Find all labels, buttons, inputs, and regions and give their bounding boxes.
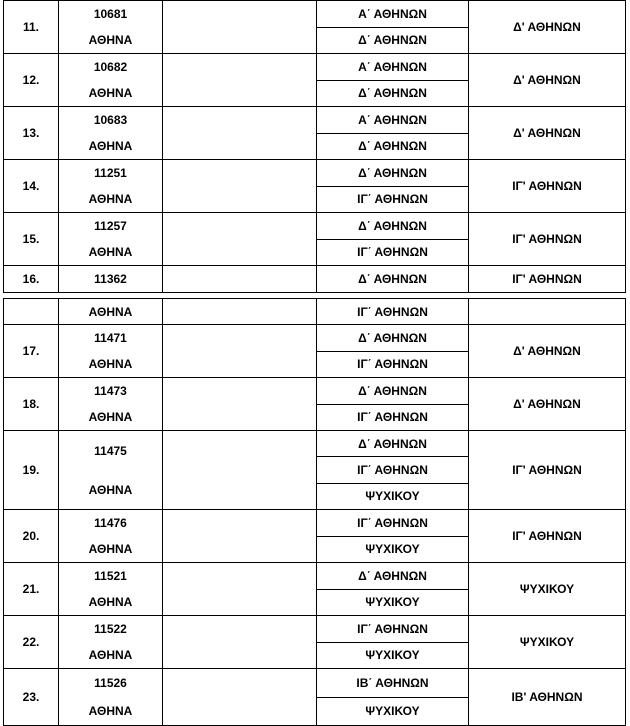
row-number: 17.: [22, 344, 40, 358]
city-name: ΑΘΗΝΑ: [88, 192, 133, 206]
table-row: [4, 266, 625, 292]
current-service-subcell: [317, 698, 468, 726]
blank-cell: [163, 378, 317, 430]
current-service-subcell: [317, 213, 468, 240]
current-service-subcell: [317, 325, 468, 352]
city-name: ΑΘΗΝΑ: [88, 139, 133, 153]
row-number: 22.: [22, 635, 40, 649]
current-service-cell: [317, 616, 469, 668]
current-service-cell: [317, 1, 469, 53]
blank-cell: [163, 563, 317, 615]
current-service-name: ΙΓ΄ ΑΘΗΝΩΝ: [357, 245, 428, 260]
blank-cell: [163, 107, 317, 159]
postal-code-cell: [59, 54, 163, 106]
current-service-cell: [317, 107, 469, 159]
new-service-name: Δ' ΑΘΗΝΩΝ: [513, 344, 581, 358]
blank-cell: [163, 266, 317, 292]
row-number-cell: [4, 1, 59, 53]
table-row: [4, 431, 625, 510]
new-service-cell: [469, 616, 625, 668]
city-name: ΑΘΗΝΑ: [88, 410, 133, 424]
blank-cell: [163, 299, 317, 324]
current-service-subcell: [317, 54, 468, 81]
current-service-subcell: [317, 616, 468, 643]
current-service-name: ΙΓ΄ ΑΘΗΝΩΝ: [357, 515, 428, 530]
row-number: 13.: [22, 126, 40, 140]
postal-code-cell: [59, 1, 163, 53]
row-number-cell: [4, 107, 59, 159]
row-number: 14.: [22, 179, 40, 193]
current-service-name: Δ΄ ΑΘΗΝΩΝ: [358, 383, 427, 398]
current-service-subcell: [317, 187, 468, 213]
table-row: [4, 160, 625, 213]
current-service-name: Α΄ ΑΘΗΝΩΝ: [358, 6, 427, 21]
postal-code: 11362: [94, 272, 127, 286]
new-service-cell: [469, 378, 625, 430]
postal-code: 11521: [94, 569, 127, 583]
current-service-cell: [317, 54, 469, 106]
current-service-cell: [317, 669, 469, 725]
postal-code-cell: [59, 107, 163, 159]
table-row: [4, 213, 625, 266]
row-number-cell: [4, 431, 59, 509]
city-name: ΑΘΗΝΑ: [88, 482, 133, 497]
new-service-cell: [469, 510, 625, 562]
postal-code-table-part2: [3, 298, 626, 726]
new-service-cell: [469, 160, 625, 212]
row-number: 15.: [22, 232, 40, 246]
current-service-name: Δ΄ ΑΘΗΝΩΝ: [358, 86, 427, 101]
current-service-subcell: [317, 160, 468, 187]
new-service-cell: [469, 213, 625, 265]
row-number-cell: [4, 54, 59, 106]
row-number-cell: [4, 160, 59, 212]
postal-code-cell: [59, 160, 163, 212]
current-service-subcell: [317, 240, 468, 266]
current-service-name: Δ΄ ΑΘΗΝΩΝ: [358, 272, 427, 286]
row-number-cell: [4, 299, 59, 324]
new-service-cell: [469, 266, 625, 292]
city-name: ΑΘΗΝΑ: [88, 704, 133, 718]
current-service-name: ΨΥΧΙΚΟΥ: [365, 542, 420, 557]
postal-code-cell: [59, 431, 163, 509]
blank-cell: [163, 669, 317, 725]
current-service-name: ΨΥΧΙΚΟΥ: [365, 648, 420, 663]
current-service-name: Δ΄ ΑΘΗΝΩΝ: [358, 330, 427, 345]
postal-code: 11476: [94, 516, 127, 530]
new-service-name: ΙΒ' ΑΘΗΝΩΝ: [511, 690, 583, 704]
row-number: 18.: [22, 397, 40, 411]
postal-code: 11526: [94, 676, 127, 690]
current-service-name: Δ΄ ΑΘΗΝΩΝ: [358, 568, 427, 583]
blank-cell: [163, 431, 317, 509]
row-number-cell: [4, 378, 59, 430]
current-service-subcell: [317, 431, 468, 457]
current-service-name: ΙΓ΄ ΑΘΗΝΩΝ: [357, 410, 428, 425]
city-name: ΑΘΗΝΑ: [88, 542, 133, 556]
new-service-cell: [469, 1, 625, 53]
city-name: ΑΘΗΝΑ: [88, 648, 133, 662]
current-service-name: ΙΓ΄ ΑΘΗΝΩΝ: [357, 621, 428, 636]
current-service-name: Δ΄ ΑΘΗΝΩΝ: [358, 139, 427, 154]
blank-cell: [163, 1, 317, 53]
city-name: ΑΘΗΝΑ: [88, 595, 133, 609]
postal-code: 11257: [94, 219, 127, 233]
postal-code: 11473: [94, 384, 127, 398]
current-service-cell: [317, 160, 469, 212]
current-service-subcell: [317, 266, 468, 292]
row-number: 19.: [22, 463, 40, 477]
row-number-cell: [4, 563, 59, 615]
new-service-name: Δ' ΑΘΗΝΩΝ: [513, 73, 581, 87]
current-service-cell: [317, 563, 469, 615]
postal-code-cell: [59, 213, 163, 265]
table-row: [4, 563, 625, 616]
current-service-name: Δ΄ ΑΘΗΝΩΝ: [358, 218, 427, 233]
new-service-name: ΙΓ' ΑΘΗΝΩΝ: [512, 179, 582, 193]
current-service-name: ΙΓ΄ ΑΘΗΝΩΝ: [357, 304, 428, 319]
current-service-subcell: [317, 669, 468, 698]
current-service-subcell: [317, 537, 468, 563]
row-number: 21.: [22, 582, 40, 596]
blank-cell: [163, 325, 317, 377]
table-row: [4, 325, 625, 378]
postal-code: 11471: [94, 331, 127, 345]
new-service-name: ΙΓ' ΑΘΗΝΩΝ: [512, 529, 582, 543]
current-service-name: ΨΥΧΙΚΟΥ: [365, 704, 420, 719]
row-number-cell: [4, 266, 59, 292]
postal-code-cell: [59, 378, 163, 430]
table-row: [4, 107, 625, 160]
postal-code: 10682: [93, 60, 128, 74]
current-service-subcell: [317, 510, 468, 537]
blank-cell: [163, 160, 317, 212]
new-service-name: ΨΥΧΙΚΟΥ: [519, 582, 575, 596]
row-number: 11.: [22, 20, 40, 34]
current-service-name: Α΄ ΑΘΗΝΩΝ: [358, 112, 427, 127]
current-service-name: ΨΥΧΙΚΟΥ: [365, 595, 420, 610]
new-service-cell: [469, 563, 625, 615]
current-service-cell: [317, 431, 469, 509]
current-service-name: Δ΄ ΑΘΗΝΩΝ: [358, 33, 427, 48]
postal-code: 11475: [94, 443, 127, 458]
postal-code-cell: [59, 299, 163, 324]
current-service-subcell: [317, 28, 468, 54]
current-service-name: ΙΓ΄ ΑΘΗΝΩΝ: [357, 192, 428, 207]
current-service-subcell: [317, 563, 468, 590]
table-row: [4, 1, 625, 54]
blank-cell: [163, 510, 317, 562]
blank-cell: [163, 54, 317, 106]
table-row: [4, 54, 625, 107]
row-number-cell: [4, 616, 59, 668]
postal-code-cell: [59, 266, 163, 292]
new-service-name: ΙΓ' ΑΘΗΝΩΝ: [512, 232, 582, 246]
current-service-name: ΙΓ΄ ΑΘΗΝΩΝ: [357, 357, 428, 372]
new-service-name: ΙΓ' ΑΘΗΝΩΝ: [512, 272, 582, 286]
postal-code: 11251: [94, 166, 127, 180]
table-row: [4, 510, 625, 563]
current-service-subcell: [317, 643, 468, 669]
current-service-name: ΙΒ΄ ΑΘΗΝΩΝ: [356, 675, 429, 690]
current-service-subcell: [317, 352, 468, 378]
current-service-cell: [317, 299, 469, 324]
new-service-cell: [469, 669, 625, 725]
new-service-cell: [469, 107, 625, 159]
new-service-cell: [469, 54, 625, 106]
current-service-cell: [317, 378, 469, 430]
row-number: 16.: [22, 272, 40, 286]
new-service-name: ΨΥΧΙΚΟΥ: [519, 635, 575, 649]
postal-code: 10681: [93, 7, 128, 21]
row-number: 23.: [22, 690, 40, 704]
new-service-name: Δ' ΑΘΗΝΩΝ: [513, 126, 581, 140]
postal-code: 11522: [94, 622, 127, 636]
postal-code-table-part1: [3, 0, 626, 293]
current-service-name: ΨΥΧΙΚΟΥ: [365, 489, 420, 504]
postal-code-cell: [59, 563, 163, 615]
current-service-cell: [317, 510, 469, 562]
table-row: [4, 669, 625, 725]
new-service-name: Δ' ΑΘΗΝΩΝ: [513, 20, 581, 34]
postal-code-cell: [59, 616, 163, 668]
row-number-cell: [4, 510, 59, 562]
new-service-cell: [469, 325, 625, 377]
postal-code-cell: [59, 325, 163, 377]
current-service-subcell: [317, 457, 468, 483]
current-service-subcell: [317, 1, 468, 28]
new-service-name: ΙΓ' ΑΘΗΝΩΝ: [512, 463, 582, 477]
blank-cell: [163, 213, 317, 265]
current-service-name: Α΄ ΑΘΗΝΩΝ: [358, 59, 427, 74]
row-number-cell: [4, 213, 59, 265]
current-service-subcell: [317, 484, 468, 509]
row-number-cell: [4, 669, 59, 725]
current-service-cell: [317, 325, 469, 377]
row-number: 20.: [22, 529, 40, 543]
current-service-subcell: [317, 405, 468, 431]
city-name: ΑΘΗΝΑ: [88, 304, 133, 319]
postal-code-cell: [59, 669, 163, 725]
current-service-cell: [317, 266, 469, 292]
table-row: [4, 299, 625, 325]
current-service-name: ΙΓ΄ ΑΘΗΝΩΝ: [357, 462, 428, 477]
current-service-subcell: [317, 378, 468, 405]
blank-cell: [163, 616, 317, 668]
current-service-cell: [317, 213, 469, 265]
table-row: [4, 616, 625, 669]
row-number: 12.: [22, 73, 40, 87]
postal-code-cell: [59, 510, 163, 562]
current-service-name: Δ΄ ΑΘΗΝΩΝ: [358, 436, 427, 451]
current-service-subcell: [317, 134, 468, 160]
new-service-cell: [469, 299, 625, 324]
current-service-subcell: [317, 299, 468, 324]
new-service-cell: [469, 431, 625, 509]
city-name: ΑΘΗΝΑ: [88, 33, 133, 47]
current-service-subcell: [317, 590, 468, 616]
current-service-subcell: [317, 107, 468, 134]
postal-code: 10683: [93, 113, 128, 127]
city-name: ΑΘΗΝΑ: [88, 245, 133, 259]
current-service-name: Δ΄ ΑΘΗΝΩΝ: [358, 165, 427, 180]
current-service-subcell: [317, 81, 468, 107]
city-name: ΑΘΗΝΑ: [88, 86, 133, 100]
table-row: [4, 378, 625, 431]
city-name: ΑΘΗΝΑ: [88, 357, 133, 371]
new-service-name: Δ' ΑΘΗΝΩΝ: [513, 397, 581, 411]
row-number-cell: [4, 325, 59, 377]
